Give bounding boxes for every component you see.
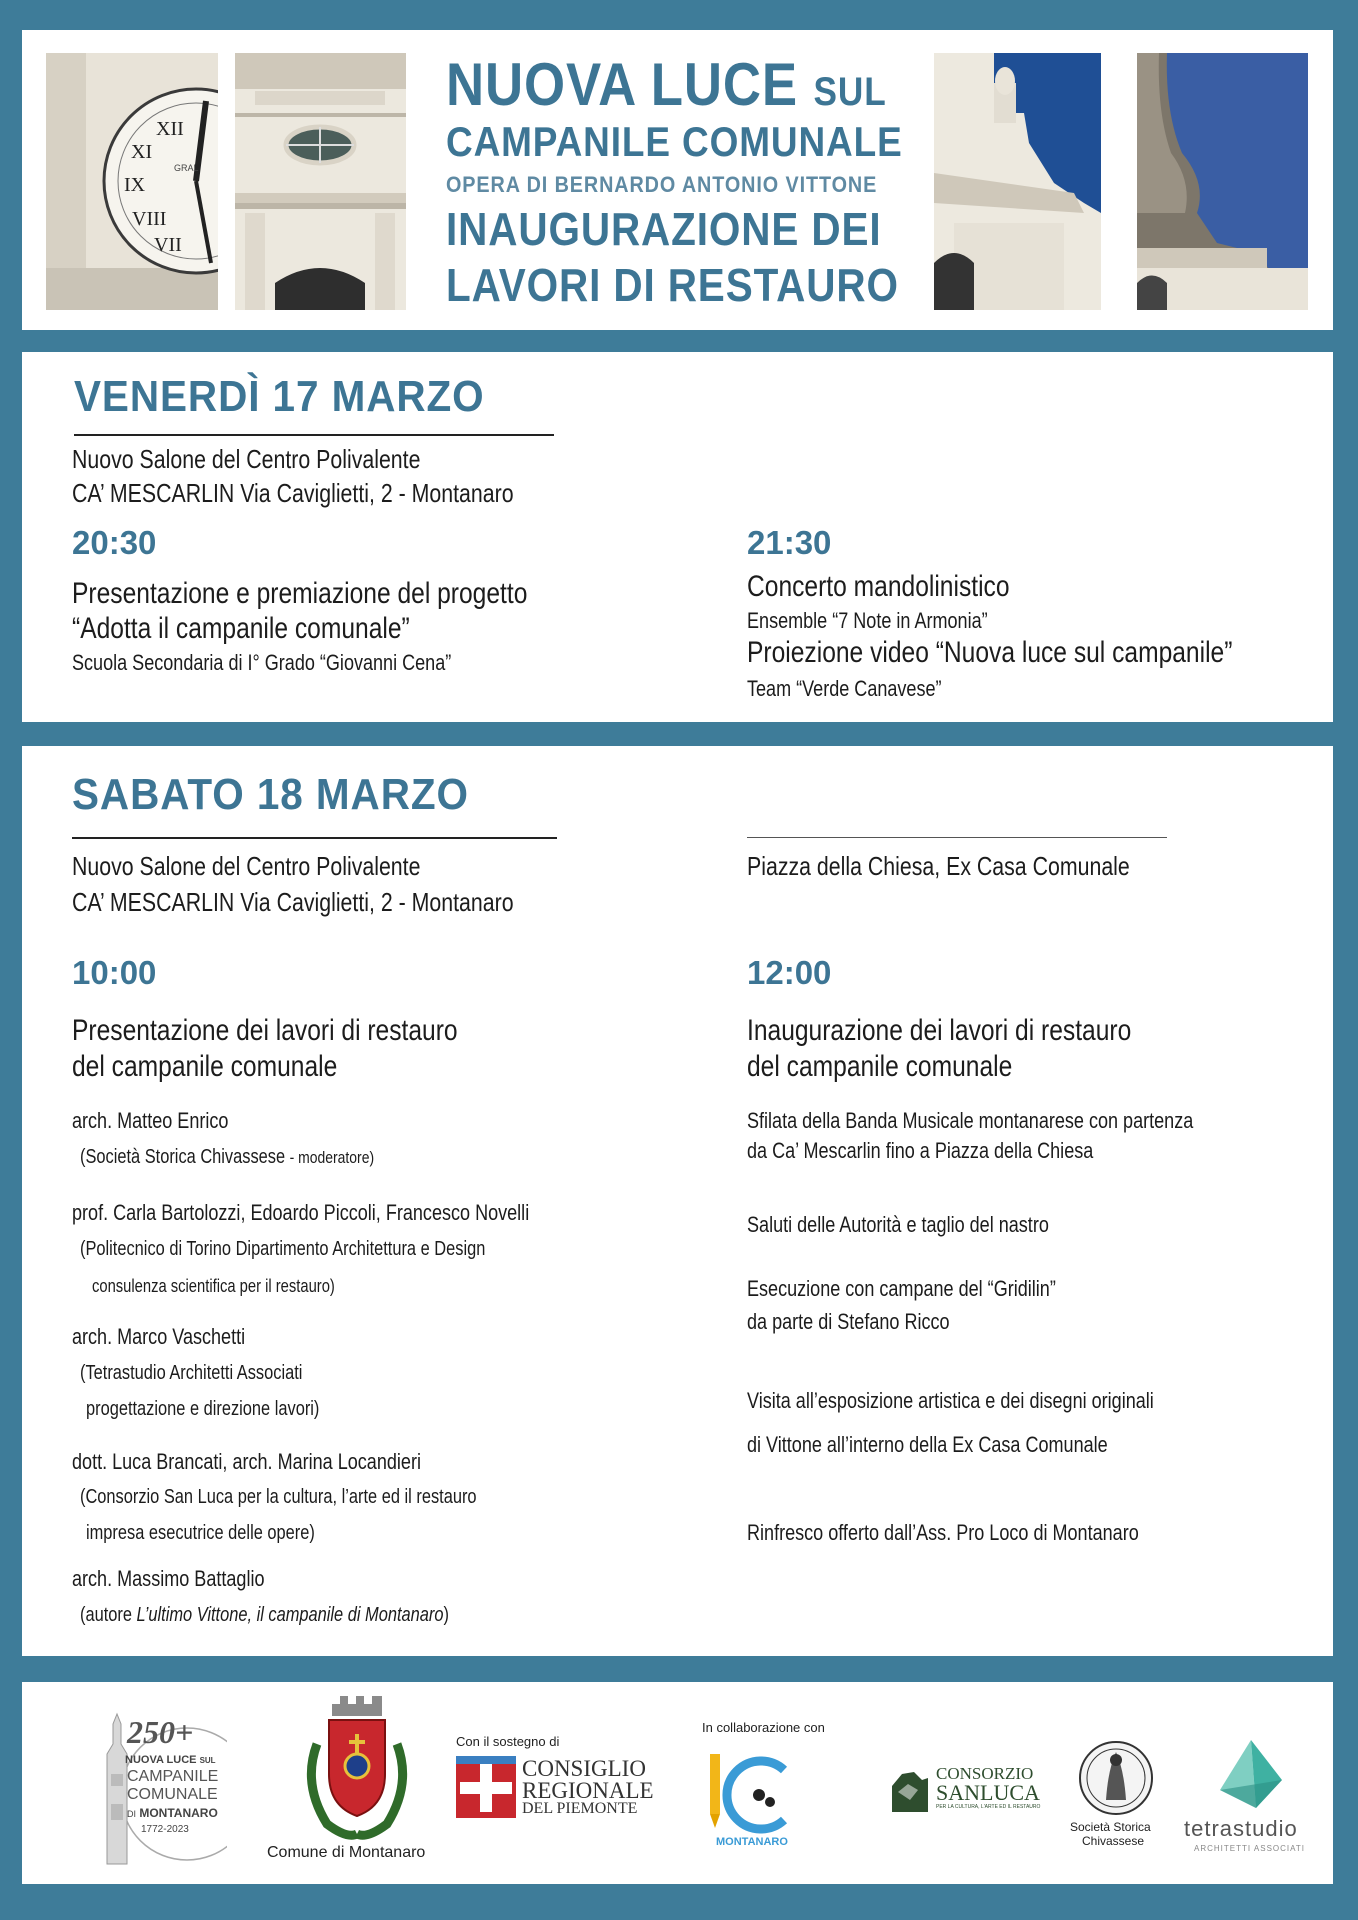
sanluca-line3: PER LA CULTURA, L'ARTE ED IL RESTAURO xyxy=(936,1804,1041,1810)
logo250-nuova-luce: NUOVA LUCE xyxy=(125,1754,197,1766)
logo-ic-montanaro xyxy=(702,1720,842,1864)
saturday-divider-left xyxy=(72,837,557,839)
friday-divider xyxy=(74,434,554,436)
friday-left-title2: “Adotta il campanile comunale” xyxy=(72,612,410,645)
speaker5-name: arch. Massimo Battaglio xyxy=(72,1566,265,1591)
speaker2-role1: (Politecnico di Torino Dipartimento Architettura e Design xyxy=(80,1238,486,1260)
speaker3-role1: (Tetrastudio Architetti Associati xyxy=(80,1362,303,1384)
tetra-line2: ARCHITETTI ASSOCIATI xyxy=(1194,1844,1305,1853)
saturday-right-title1: Inaugurazione dei lavori di restauro xyxy=(747,1014,1132,1047)
sanluca-line1: CONSORZIO xyxy=(936,1764,1034,1783)
svg-text:VII: VII xyxy=(154,234,182,256)
photo-tower-window xyxy=(235,53,406,310)
speaker2-role2: consulenza scientifica per il restauro) xyxy=(92,1276,335,1296)
coat-of-arms-icon xyxy=(297,1694,417,1844)
header-title-line4: LAVORI DI RESTAURO xyxy=(446,259,899,311)
friday-right-title2: Proiezione video “Nuova luce sul campanile” xyxy=(747,636,1233,669)
friday-left-title1: Presentazione e premiazione del progetto xyxy=(72,577,528,610)
header-subtitle: OPERA DI BERNARDO ANTONIO VITTONE xyxy=(446,172,878,197)
sanluca-line2: SANLUCA xyxy=(936,1780,1040,1805)
friday-venue-line2: CA’ MESCARLIN Via Caviglietti, 2 - Montanaro xyxy=(72,478,514,508)
header-title-line3: INAUGURAZIONE DEI xyxy=(446,203,882,255)
saturday-venue-left2: CA’ MESCARLIN Via Caviglietti, 2 - Montanaro xyxy=(72,887,514,917)
speaker3-name: arch. Marco Vaschetti xyxy=(72,1324,246,1349)
program-item1-line2: da Ca’ Mescarlin fino a Piazza della Chiesa xyxy=(747,1138,1094,1163)
logo250-number: 250+ xyxy=(127,1714,194,1750)
svg-text:XI: XI xyxy=(131,141,153,163)
logo-consorzio-sanluca xyxy=(888,1764,1048,1824)
program-item1-line1: Sfilata della Banda Musicale montanarese con partenza xyxy=(747,1108,1194,1133)
speaker5-role xyxy=(80,1604,449,1627)
friday-venue-line1: Nuovo Salone del Centro Polivalente xyxy=(72,444,421,474)
footer-logos xyxy=(22,1682,1333,1884)
logo250-years: 1772-2023 xyxy=(141,1824,189,1835)
logo250-line1 xyxy=(125,1754,216,1766)
speaker4-role2: impresa esecutrice delle opere) xyxy=(86,1522,315,1544)
saturday-day-heading: SABATO 18 MARZO xyxy=(72,770,469,819)
consiglio-line2: REGIONALE xyxy=(522,1778,654,1803)
logo250-montanaro: MONTANARO xyxy=(139,1806,218,1820)
friday-right-detail1: Ensemble “7 Note in Armonia” xyxy=(747,608,988,633)
logo-250-anniversary xyxy=(87,1694,227,1869)
comune-label: Comune di Montanaro xyxy=(267,1844,426,1861)
speaker5-role-suffix: ) xyxy=(443,1604,449,1626)
program-item2: Saluti delle Autorità e taglio del nastro xyxy=(747,1212,1049,1237)
speaker1-role xyxy=(80,1146,374,1169)
book-title: L’ultimo Vittone, il campanile di Montanaro xyxy=(136,1604,444,1626)
program-item3-line1: Esecuzione con campane del “Gridilin” xyxy=(747,1276,1056,1301)
storica-line1: Società Storica xyxy=(1070,1820,1151,1834)
pencil-ic-icon xyxy=(704,1750,804,1845)
friday-day-heading: VENERDÌ 17 MARZO xyxy=(74,372,485,421)
saturday-venue-left1: Nuovo Salone del Centro Polivalente xyxy=(72,851,421,881)
program-item3-line2: da parte di Stefano Ricco xyxy=(747,1309,950,1334)
lion-icon xyxy=(888,1766,932,1816)
svg-text:IX: IX xyxy=(124,174,146,196)
friday-time-right: 21:30 xyxy=(747,524,832,561)
logo250-sul: SUL xyxy=(199,1756,216,1765)
speaker5-role-prefix: (autore xyxy=(80,1604,132,1626)
saturday-venue-right: Piazza della Chiesa, Ex Casa Comunale xyxy=(747,851,1130,881)
logo-societa-storica xyxy=(1062,1740,1172,1860)
friday-left-detail: Scuola Secondaria di I° Grado “Giovanni Cena” xyxy=(72,650,452,675)
consiglio-line1: CONSIGLIO xyxy=(522,1756,646,1781)
saturday-divider-right xyxy=(747,837,1167,838)
friday-section xyxy=(22,352,1333,722)
speaker1-role-main: (Società Storica Chivassese xyxy=(80,1146,286,1168)
ic-label: MONTANARO xyxy=(716,1836,788,1848)
speaker3-role2: progettazione e direzione lavori) xyxy=(86,1398,320,1420)
photo-tower-sky xyxy=(934,53,1101,310)
tetra-line1: tetrastudio xyxy=(1184,1816,1298,1841)
logo-consiglio-regionale xyxy=(454,1734,654,1834)
clock-text: GRAL xyxy=(174,163,199,173)
friday-right-title1: Concerto mandolinistico xyxy=(747,570,1010,603)
logo250-line2: CAMPANILE xyxy=(127,1768,219,1785)
consiglio-line3: DEL PIEMONTE xyxy=(522,1800,638,1817)
saturday-section xyxy=(22,746,1333,1656)
title-sul: SUL xyxy=(813,70,887,114)
saturday-left-title1: Presentazione dei lavori di restauro xyxy=(72,1014,458,1047)
program-item5: Rinfresco offerto dall’Ass. Pro Loco di Montanaro xyxy=(747,1520,1139,1545)
logo-tetrastudio xyxy=(1180,1738,1320,1858)
header-panel xyxy=(22,30,1333,330)
saturday-time-right: 12:00 xyxy=(747,954,832,991)
friday-time-left: 20:30 xyxy=(72,524,157,561)
speaker4-role1: (Consorzio San Luca per la cultura, l’arte ed il restauro xyxy=(80,1486,477,1508)
program-item4-line2: di Vittone all’interno della Ex Casa Comunale xyxy=(747,1432,1108,1457)
program-item4-line1: Visita all’esposizione artistica e dei disegni originali xyxy=(747,1388,1154,1413)
speaker1-role-small: - moderatore) xyxy=(289,1148,375,1167)
logo250-line3: COMUNALE xyxy=(127,1786,218,1803)
svg-text:VIII: VIII xyxy=(132,208,167,230)
saturday-left-title2: del campanile comunale xyxy=(72,1050,338,1083)
tetrahedron-icon xyxy=(1216,1738,1286,1810)
speaker1-name: arch. Matteo Enrico xyxy=(72,1108,229,1133)
collab-label: In collaborazione con xyxy=(702,1720,825,1735)
logo250-line4 xyxy=(127,1806,218,1820)
saturday-right-title2: del campanile comunale xyxy=(747,1050,1013,1083)
friday-right-detail2: Team “Verde Canavese” xyxy=(747,676,942,701)
header-title-line2: CAMPANILE COMUNALE xyxy=(446,118,903,165)
storica-line2: Chivassese xyxy=(1082,1834,1145,1848)
header-title-line1 xyxy=(446,50,887,119)
speaker2-name: prof. Carla Bartolozzi, Edoardo Piccoli, Francesco Novelli xyxy=(72,1200,530,1225)
speaker4-name: dott. Luca Brancati, arch. Marina Locandieri xyxy=(72,1449,421,1474)
logo250-di: DI xyxy=(127,1809,136,1819)
seal-icon xyxy=(1078,1740,1154,1816)
title-nuova-luce: NUOVA LUCE xyxy=(446,51,798,118)
photo-spire xyxy=(1137,53,1308,310)
photo-clock-tower xyxy=(46,53,218,310)
saturday-time-left: 10:00 xyxy=(72,954,157,991)
piemonte-flag-icon xyxy=(456,1756,516,1818)
sostegno-label: Con il sostegno di xyxy=(456,1734,560,1749)
logo-comune-montanaro xyxy=(257,1694,457,1874)
svg-text:XII: XII xyxy=(156,118,184,140)
